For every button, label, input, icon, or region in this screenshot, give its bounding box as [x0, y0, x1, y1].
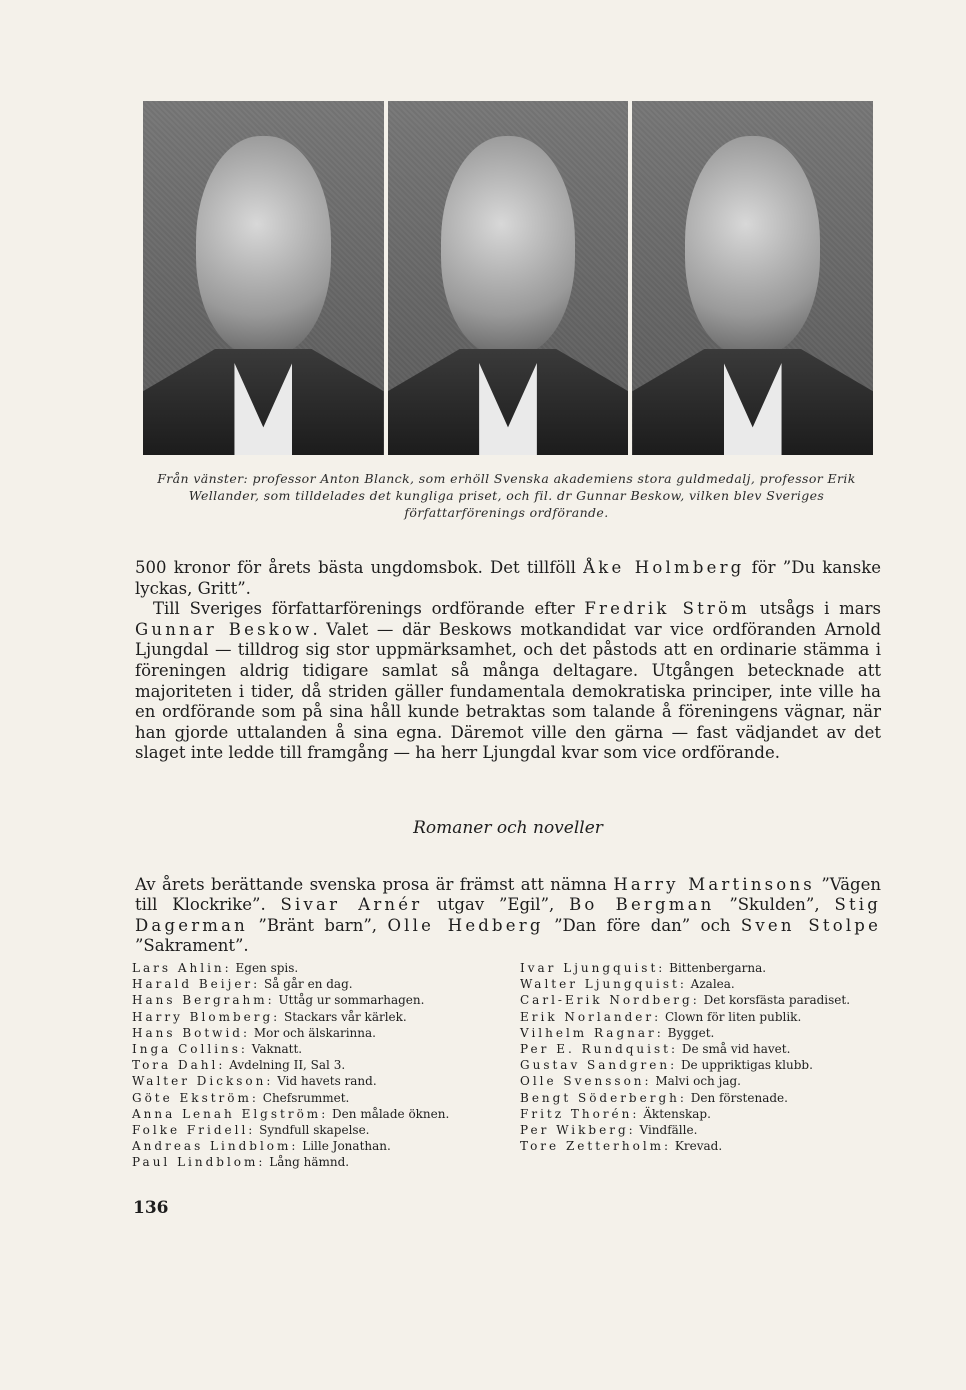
book-title: Stackars vår kärlek.	[280, 1009, 407, 1024]
list-item	[132, 1073, 472, 1089]
text-run: Av årets berättande svenska prosa är främst att nämna	[135, 874, 614, 894]
text-run: ”Sakrament”.	[135, 936, 249, 956]
body-text	[135, 558, 881, 764]
book-title: Äktenskap.	[639, 1106, 711, 1121]
body-text-2	[135, 858, 881, 973]
list-item	[132, 1057, 472, 1073]
book-title: Chefsrummet.	[258, 1090, 350, 1105]
text-run: Till Sveriges författarförenings ordförande efter	[153, 599, 585, 619]
author-name: Harald Beijer:	[132, 977, 261, 992]
book-title: De små vid havet.	[678, 1042, 791, 1057]
list-item	[520, 960, 880, 976]
author-name: Andreas Lindblom:	[132, 1139, 299, 1154]
section-heading: Romaner och noveller	[413, 818, 603, 838]
person-name: Olle Hedberg	[387, 915, 544, 935]
book-title: Den målade öknen.	[328, 1106, 450, 1121]
list-item	[132, 976, 472, 992]
author-name: Vilhelm Ragnar:	[520, 1025, 664, 1040]
person-name: Fredrik Ström	[584, 599, 750, 619]
list-item	[520, 1090, 880, 1106]
person-name: Sivar Arnér	[280, 895, 423, 915]
person-name: Stig Dagerman	[135, 895, 882, 935]
book-title: Clown för liten publik.	[661, 1009, 802, 1024]
author-name: Fritz Thorén:	[520, 1106, 640, 1121]
book-title: Vindfälle.	[635, 1123, 698, 1138]
author-name: Erik Norlander:	[520, 1009, 662, 1024]
author-name: Göte Ekström:	[132, 1090, 259, 1105]
book-title: Malvi och jag.	[651, 1074, 741, 1089]
person-name: Harry Martinsons	[613, 874, 815, 894]
author-name: Gustav Sandgren:	[520, 1058, 678, 1073]
paragraph	[135, 599, 881, 764]
list-item	[520, 1025, 880, 1041]
list-item	[132, 1122, 472, 1138]
list-item	[520, 1057, 880, 1073]
author-name: Inga Collins:	[132, 1042, 248, 1057]
list-item	[520, 992, 880, 1008]
book-list-left	[132, 960, 472, 1171]
list-item	[132, 1025, 472, 1041]
book-title: Den förstenade.	[686, 1090, 788, 1105]
list-item	[132, 1041, 472, 1057]
author-name: Tora Dahl:	[132, 1058, 226, 1073]
text-run: ”Dan före dan” och	[543, 915, 741, 935]
text-run: ”Bränt barn”,	[248, 915, 388, 935]
book-title: De uppriktigas klubb.	[677, 1058, 813, 1073]
list-item	[132, 960, 472, 976]
author-name: Carl-Erik Nordberg:	[520, 993, 700, 1008]
text-run: . Valet — där Beskows motkandidat var vice ordföranden Arnold Ljungdal — tilldrog sig stor uppmärksamhet, och det påstods att en ordinarie stämma i föreningen aldrig tidigare samlat så många deltagare. Utgången betecknade att majoriteten i tider, då striden gäller fundamentala demokratiska principer, inte ville ha en ordförande som på sina håll kunde betraktas som talande å föreningens vägnar, när han gjorde uttalanden å sina egna. Däremot ville den gärna — fast vädjandet av det slaget inte ledde till framgång — ha herr Ljungdal kvar som vice ordförande.	[135, 619, 882, 763]
author-name: Paul Lindblom:	[132, 1155, 266, 1170]
author-name: Ivar Ljungquist:	[520, 961, 666, 975]
book-title: Avdelning II, Sal 3.	[225, 1058, 346, 1073]
book-title: Uttåg ur sommarhagen.	[274, 993, 425, 1008]
portrait-erik-wellander	[388, 101, 629, 455]
author-name: Anna Lenah Elgström:	[132, 1106, 329, 1121]
author-name: Hans Bergrahm:	[132, 993, 275, 1008]
portrait-photos	[143, 101, 873, 455]
author-name: Per Wikberg:	[520, 1123, 636, 1138]
author-name: Harry Blomberg:	[132, 1009, 281, 1024]
author-name: Per E. Rundquist:	[520, 1042, 679, 1057]
book-title: Det korsfästa paradiset.	[699, 993, 851, 1008]
page-number: 136	[133, 1198, 169, 1218]
text-run: för ”Du kanske lyckas, Gritt”.	[135, 558, 881, 598]
list-item	[132, 1154, 472, 1170]
author-name: Folke Fridell:	[132, 1123, 256, 1138]
text-run: utsågs i mars	[749, 599, 881, 619]
book-title: Bygget.	[663, 1025, 715, 1040]
text-run: ”Vägen till Klockrike”.	[135, 874, 881, 915]
list-item	[520, 1122, 880, 1138]
author-name: Tore Zetterholm:	[520, 1139, 672, 1154]
author-name: Olle Svensson:	[520, 1074, 652, 1089]
list-item	[132, 1090, 472, 1106]
book-title: Så går en dag.	[260, 977, 353, 992]
list-item	[132, 1106, 472, 1122]
person-name: Sven Stolpe	[740, 915, 882, 935]
book-title: Vid havets rand.	[273, 1074, 377, 1089]
person-name: Åke Holmberg	[583, 558, 745, 577]
list-item	[132, 1009, 472, 1025]
book-title: Vaknatt.	[247, 1042, 303, 1057]
book-title: Lång hämnd.	[265, 1155, 350, 1170]
book-title: Bittenbergarna.	[665, 961, 767, 975]
list-item	[520, 976, 880, 992]
list-item	[520, 1138, 880, 1154]
list-item	[520, 1106, 880, 1122]
photo-caption: Från vänster: professor Anton Blanck, som erhöll Svenska akademiens stora guldmedalj, professor Erik Wellander, som tilldelades det kungliga priset, och fil. dr Gunnar Beskow, vilken blev Sveriges författarförenings ordförande.	[157, 471, 856, 520]
portrait-gunnar-beskow	[632, 101, 873, 455]
text-run: ”Skulden”,	[714, 895, 835, 915]
author-name: Hans Botwid:	[132, 1025, 251, 1040]
book-title: Lille Jonathan.	[298, 1139, 391, 1154]
book-title: Egen spis.	[231, 961, 299, 975]
author-name: Walter Dickson:	[132, 1074, 274, 1089]
list-item	[520, 1041, 880, 1057]
author-name: Bengt Söderbergh:	[520, 1090, 687, 1105]
book-list-right	[520, 960, 880, 1154]
text-run: 500 kronor för årets bästa ungdomsbok. Det tillföll	[135, 558, 584, 577]
book-title: Mor och älskarinna.	[250, 1025, 376, 1040]
list-item	[132, 992, 472, 1008]
portrait-anton-blanck	[143, 101, 384, 455]
book-title: Syndfull skapelse.	[255, 1123, 370, 1138]
book-title: Krevad.	[671, 1139, 723, 1154]
list-item	[520, 1009, 880, 1025]
person-name: Gunnar Beskow	[135, 619, 313, 639]
list-item	[520, 1073, 880, 1089]
author-name: Walter Ljungquist:	[520, 977, 687, 992]
paragraph	[135, 558, 881, 599]
author-name: Lars Ahlin:	[132, 961, 232, 975]
paragraph	[135, 875, 881, 957]
person-name: Bo Bergman	[569, 895, 715, 915]
list-item	[132, 1138, 472, 1154]
book-title: Azalea.	[686, 977, 735, 992]
text-run: utgav ”Egil”,	[422, 895, 570, 915]
